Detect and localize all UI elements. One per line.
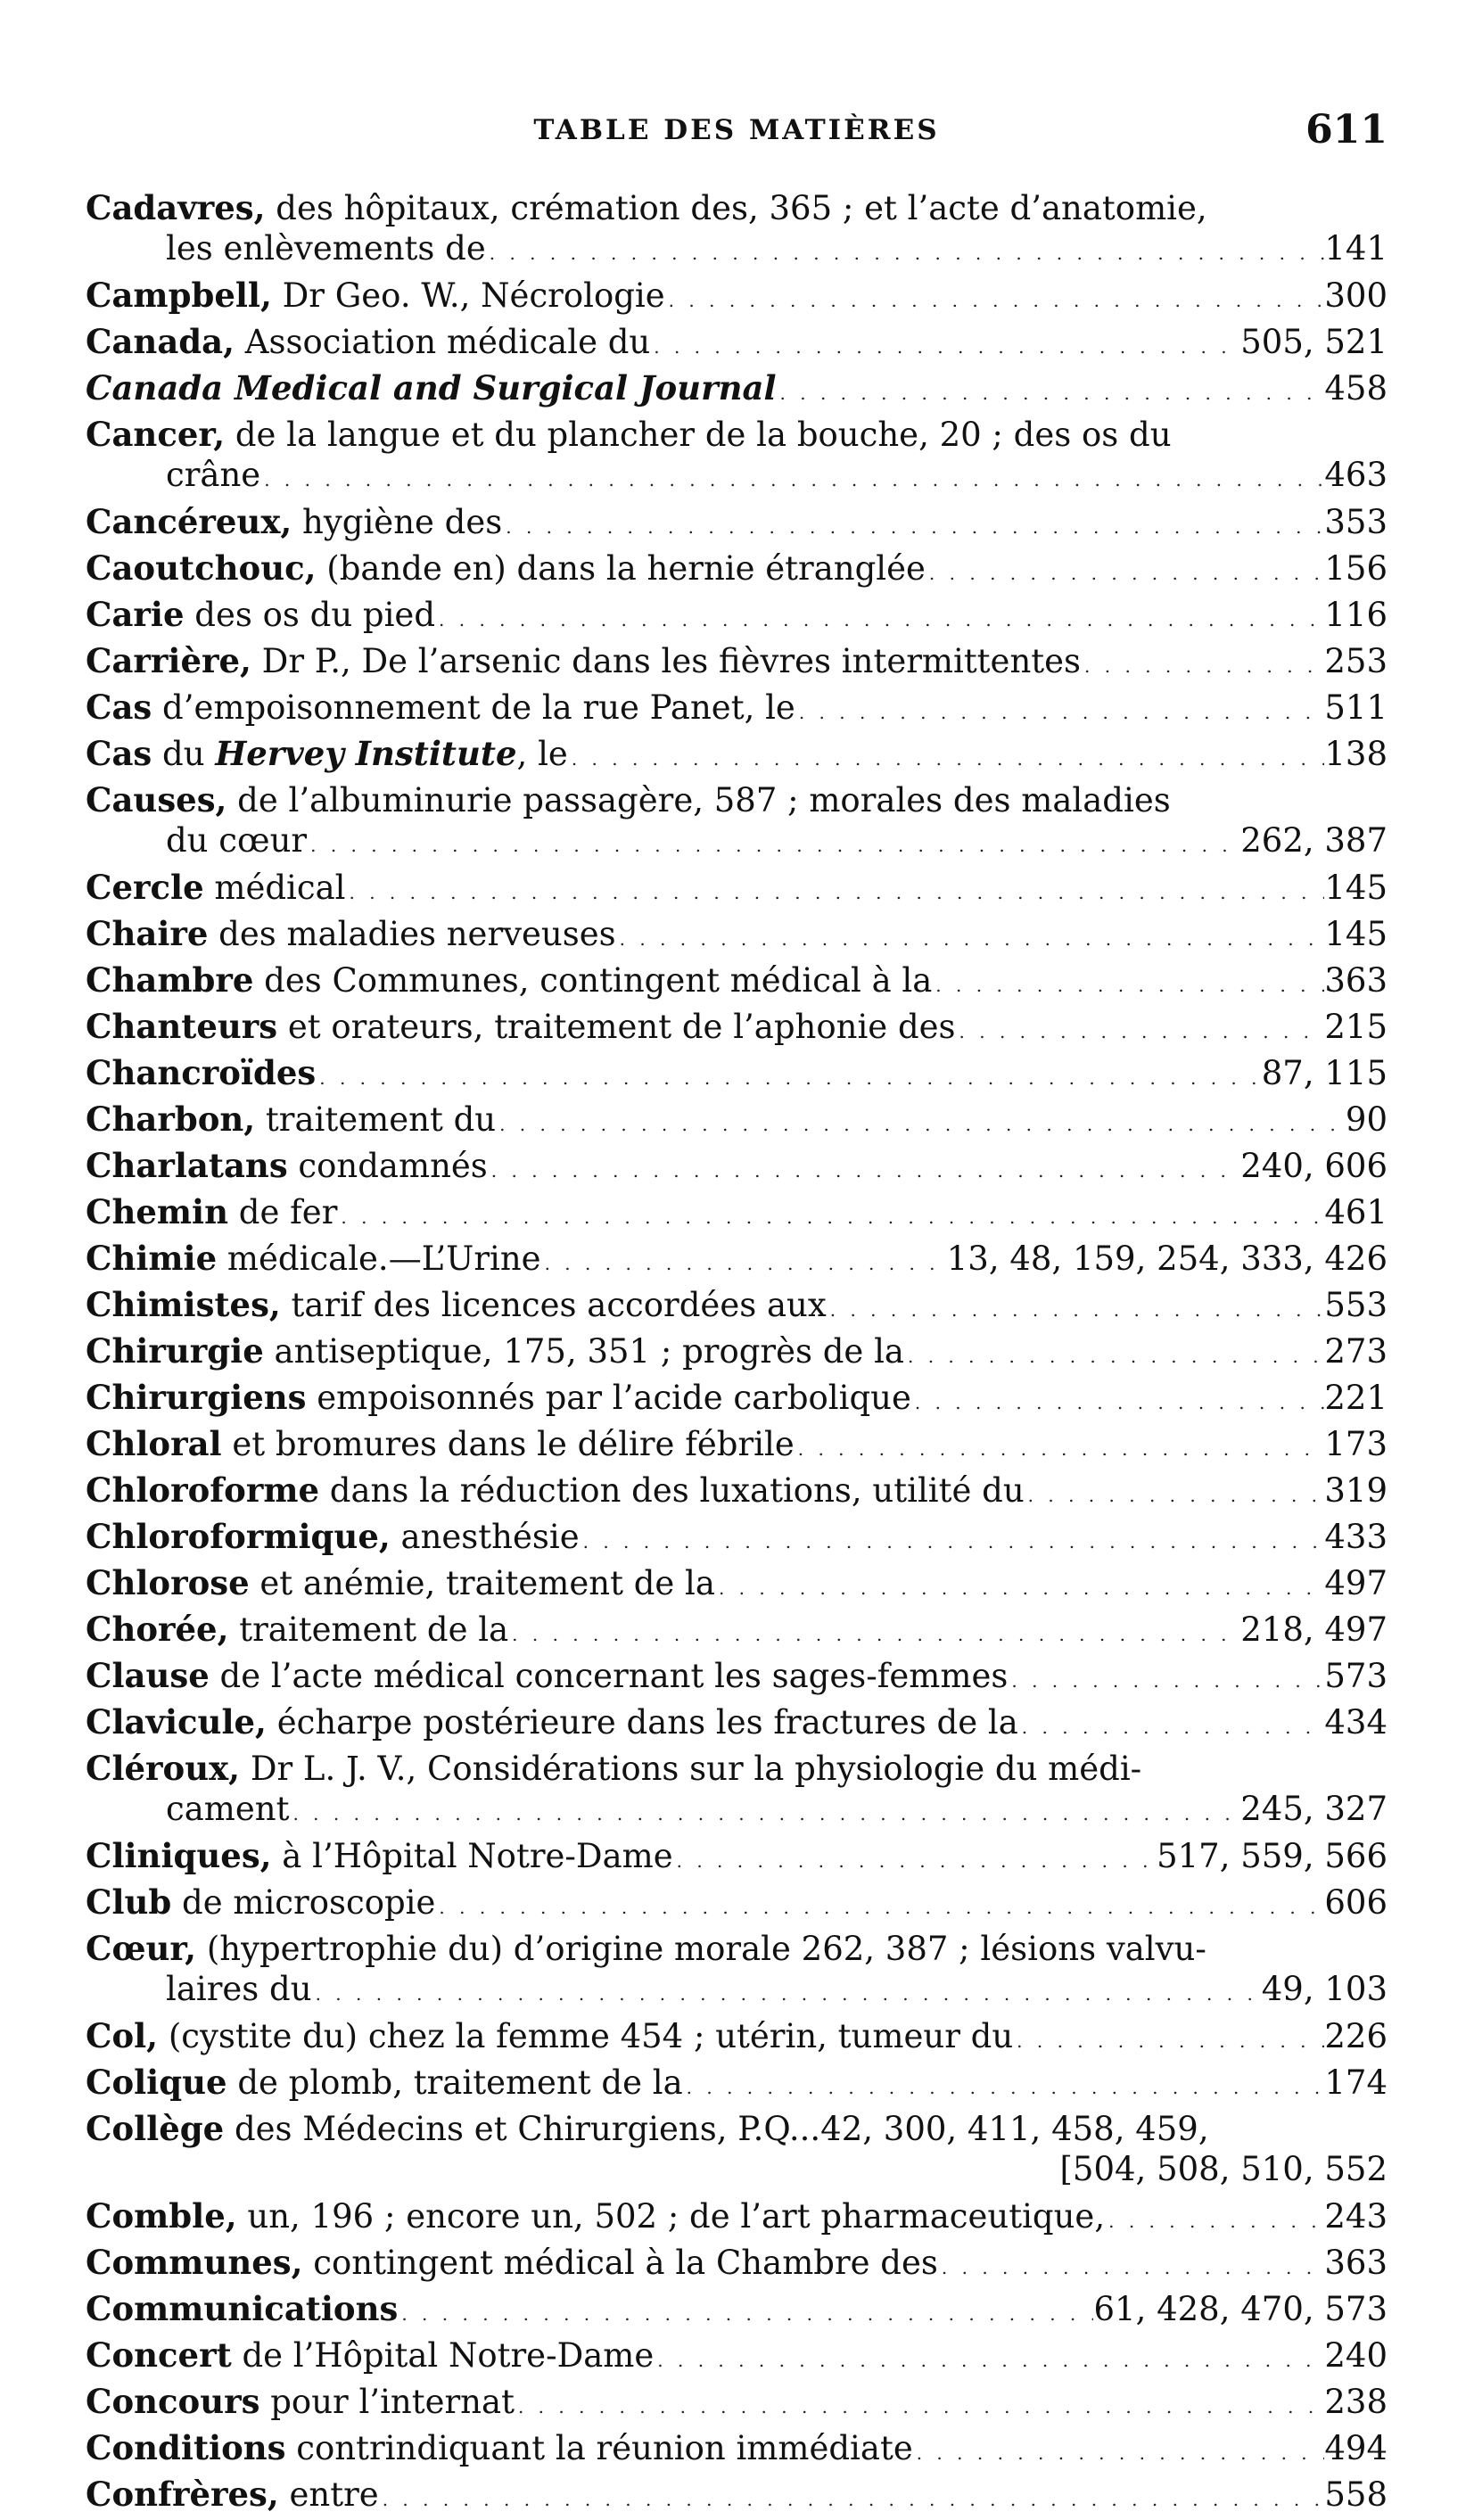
page-header [86,107,1388,168]
entry-line [86,1006,1388,1047]
entry-page-refs: 497 [1324,1564,1388,1602]
entry-text: Concours pour l’internat [86,2382,515,2421]
entry-text: Caoutchouc, (bande en) dans la hernie étranglée [86,548,926,588]
entry-line [86,1284,1388,1325]
entry-text: Chorée, traitement de la [86,1610,509,1649]
dot-leader [541,1243,947,1279]
entry-page-refs: 243 [1324,2197,1388,2236]
entry-text: Collège des Médecins et Chirurgiens, P.Q...42, 300, 411, 458, 459, [86,2109,1209,2148]
dot-leader [435,1887,1324,1923]
index-entry [86,1516,1388,1557]
entry-text: Clavicule, écharpe postérieure dans les fractures de la [86,1702,1018,1742]
entry-page-refs: 218, 497 [1240,1610,1388,1649]
dot-leader [827,1289,1325,1325]
entry-page-refs: 558 [1324,2475,1388,2514]
entry-line [86,1609,1388,1650]
index-entry [86,2335,1388,2376]
entry-line [86,1748,1388,1789]
entry-line [86,1655,1388,1696]
entry-page-refs: [504, 508, 510, 552 [1059,2150,1388,2188]
dot-leader [346,872,1325,908]
entry-text: Chancroïdes [86,1053,317,1092]
entry-text: Charlatans condamnés [86,1146,488,1185]
entry-line [86,1516,1388,1557]
entry-line [86,640,1388,681]
entry-line [86,501,1388,542]
dot-leader [715,1568,1324,1603]
entry-page-refs: 505, 521 [1240,323,1388,361]
entry-page-refs: 353 [1324,503,1388,541]
entry-page-refs: 511 [1324,688,1388,727]
index-entry [86,867,1388,908]
entry-page-refs: 226 [1324,2017,1388,2055]
entry-line [86,321,1388,362]
index-entry [86,1748,1388,1830]
entry-page-refs: 606 [1324,1883,1388,1922]
entry-page-refs: 49, 103 [1261,1970,1388,2008]
entry-page-refs: 145 [1324,915,1388,953]
entry-text: Chloroformique, anesthésie [86,1517,580,1556]
index-entry [86,501,1388,542]
entry-text: Cadavres, des hôpitaux, crémation des, 365 ; et l’acte d’anatomie, [86,188,1207,227]
entry-line [86,1423,1388,1464]
entry-line [86,2062,1388,2103]
entry-text: Confrères, entre [86,2475,379,2514]
entry-text: Charbon, traitement du [86,1099,497,1139]
dot-leader [496,1104,1346,1140]
entry-text: Campbell, Dr Geo. W., Nécrologie [86,276,665,315]
entry-text: du cœur [166,821,308,860]
index-entry [86,1377,1388,1418]
entry-line [86,594,1388,635]
entry-text: Causes, de l’albuminurie passagère, 587 ; morales des maladies [86,780,1171,819]
dot-leader [580,1521,1325,1557]
entry-page-refs: 363 [1324,961,1388,1000]
index-entry [86,1562,1388,1603]
entry-text: Cliniques, à l’Hôpital Notre-Dame [86,1836,673,1875]
dot-leader [913,2433,1325,2468]
index-entry [86,1191,1388,1232]
entry-continuation-line [86,1789,1388,1830]
dot-leader [904,1336,1324,1371]
entry-text: Communes, contingent médical à la Chambre des [86,2243,938,2282]
entry-line [86,275,1388,316]
index-entry [86,779,1388,861]
entry-line [86,2335,1388,2376]
entry-page-refs: 138 [1324,735,1388,773]
dot-leader [502,506,1324,542]
entry-text: Chloral et bromures dans le délire fébrile [86,1424,795,1463]
entry-text: crâne [166,456,261,494]
dot-leader [938,2247,1324,2283]
entry-page-refs: 156 [1324,549,1388,588]
dot-leader [515,2386,1324,2422]
page-number: 611 [1305,107,1388,152]
entry-text: cament [166,1790,290,1828]
index-entry [86,2427,1388,2468]
entry-page-refs: 61, 428, 470, 573 [1093,2290,1388,2328]
entry-text: Chimie médicale.—L’Urine [86,1239,541,1278]
index-entry [86,2381,1388,2422]
index-entry [86,1006,1388,1047]
index-entry [86,733,1388,774]
entry-text: Communications [86,2289,399,2328]
entry-text: Chirurgiens empoisonnés par l’acide carbolique [86,1378,911,1417]
entry-continuation-line [86,2149,1388,2190]
entry-text: Col, (cystite du) chez la femme 454 ; utérin, tumeur du [86,2016,1014,2055]
index-entry [86,594,1388,635]
entry-text: Colique de plomb, traitement de la [86,2063,683,2102]
index-entry [86,275,1388,316]
entry-line [86,1928,1388,1969]
entry-continuation-line [86,455,1388,496]
index-entries [86,187,1388,2520]
entry-line [86,1099,1388,1140]
entry-text: Carrière, Dr P., De l’arsenic dans les fièvres intermittentes [86,641,1082,680]
entry-line [86,1145,1388,1186]
entry-text: Clause de l’acte médical concernant les sages-femmes [86,1656,1009,1695]
entry-page-refs: 463 [1324,456,1388,494]
dot-leader [1013,2021,1324,2056]
entry-line [86,1191,1388,1232]
dot-leader [683,2067,1325,2103]
entry-page-refs: 553 [1324,1286,1388,1324]
dot-leader [260,459,1324,496]
entry-page-refs: 87, 115 [1261,1054,1388,1092]
dot-leader [911,1382,1325,1418]
entry-text: Conditions contrindiquant la réunion immédiate [86,2428,913,2467]
entry-page-refs: 145 [1324,869,1388,907]
entry-text: Chloroforme dans la réduction des luxations, utilité du [86,1470,1025,1510]
dot-leader [777,373,1325,408]
index-entry [86,2062,1388,2103]
index-entry [86,1423,1388,1464]
entry-text: Canada Medical and Surgical Journal [86,368,777,408]
dot-leader [316,1058,1262,1093]
index-entry [86,367,1388,408]
index-entry [86,414,1388,496]
entry-text: Comble, un, 196 ; encore un, 502 ; de l’art pharmaceutique, [86,2196,1106,2236]
entry-continuation-line [86,1969,1388,2010]
index-entry [86,1099,1388,1140]
entry-page-refs: 245, 327 [1240,1790,1388,1828]
index-entry [86,913,1388,954]
entry-text: Chaire des maladies nerveuses [86,914,616,953]
entry-page-refs: 433 [1324,1518,1388,1556]
entry-page-refs: 461 [1324,1193,1388,1231]
entry-text: Cléroux, Dr L. J. V., Considérations sur la physiologie du médi- [86,1749,1142,1788]
entry-text: les enlèvements de [166,229,486,268]
entry-text: Cœur, (hypertrophie du) d’origine morale 262, 387 ; lésions valvu- [86,1929,1206,1968]
entry-page-refs: 458 [1324,369,1388,408]
index-entry [86,1052,1388,1093]
entry-text: Cancéreux, hygiène des [86,502,503,541]
entry-page-refs: 240 [1324,2336,1388,2375]
dot-leader [289,1793,1240,1830]
index-entry [86,1330,1388,1371]
entry-text: Carie des os du pied [86,595,436,634]
index-entry [86,2108,1388,2190]
entry-text: Chlorose et anémie, traitement de la [86,1563,715,1602]
entry-line [86,2288,1388,2329]
running-title: TABLE DES MATIÈRES [533,114,940,146]
index-entry [86,1655,1388,1696]
entry-line [86,959,1388,1001]
index-entry [86,959,1388,1001]
dot-leader [650,326,1240,362]
entry-line [86,2195,1388,2236]
entry-text: Chambre des Communes, contingent médical à la [86,960,933,1000]
entry-page-refs: 173 [1324,1425,1388,1463]
entry-line [86,1835,1388,1876]
index-entry [86,1238,1388,1279]
entry-page-refs: 273 [1324,1332,1388,1371]
dot-leader [1105,2201,1324,2236]
entry-line [86,414,1388,455]
dot-leader [486,233,1325,269]
index-entry [86,548,1388,589]
entry-line [86,1562,1388,1603]
entry-continuation-line [86,820,1388,861]
dot-leader [312,1973,1262,2010]
entry-page-refs: 363 [1324,2244,1388,2282]
index-entry [86,2288,1388,2329]
dot-leader [1008,1660,1324,1696]
dot-leader [616,918,1325,954]
entry-text: Cancer, de la langue et du plancher de la bouche, 20 ; des os du [86,415,1172,454]
entry-line [86,1052,1388,1093]
entry-page-refs: 215 [1324,1008,1388,1046]
dot-leader [956,1011,1325,1047]
entry-line [86,187,1388,228]
entry-page-refs: 434 [1324,1703,1388,1742]
entry-page-refs: 141 [1324,229,1388,268]
entry-page-refs: 90 [1345,1100,1388,1139]
entry-page-refs: 300 [1324,276,1388,315]
index-entry [86,187,1388,269]
entry-page-refs: 494 [1324,2429,1388,2467]
entry-line [86,2015,1388,2056]
entry-line [86,1470,1388,1511]
index-entry [86,2195,1388,2236]
entry-line [86,1238,1388,1279]
entry-line [86,867,1388,908]
entry-text: Club de microscopie [86,1882,436,1922]
entry-line [86,913,1388,954]
dot-leader [508,1614,1240,1650]
entry-page-refs: 174 [1324,2063,1388,2102]
dot-leader [1025,1475,1325,1511]
dot-leader [568,738,1325,774]
dot-leader [1018,1707,1325,1742]
dot-leader [1081,646,1324,681]
entry-line [86,2427,1388,2468]
entry-text: Cercle médical [86,868,346,907]
index-entry [86,640,1388,681]
entry-text: Chimistes, tarif des licences accordées aux [86,1285,827,1324]
entry-page-refs: 240, 606 [1240,1147,1388,1185]
entry-line [86,2381,1388,2422]
dot-leader [665,280,1325,316]
entry-page-refs: 253 [1324,642,1388,680]
dot-leader [379,2479,1325,2515]
index-entry [86,1470,1388,1511]
entry-line [86,1882,1388,1923]
entry-text: Cas d’empoisonnement de la rue Panet, le [86,688,795,727]
dot-leader [307,825,1240,861]
index-entry [86,1284,1388,1325]
entry-line [86,2474,1388,2515]
entry-line [86,2108,1388,2149]
index-entry [86,1145,1388,1186]
entry-page-refs: 319 [1324,1471,1388,1510]
entry-page-refs: 13, 48, 159, 254, 333, 426 [946,1239,1388,1278]
entry-line [86,733,1388,774]
index-entry [86,2242,1388,2283]
dot-leader [795,692,1325,728]
index-entry [86,2015,1388,2056]
index-entry [86,1882,1388,1923]
entry-text: Chanteurs et orateurs, traitement de l’aphonie des [86,1007,956,1046]
dot-leader [337,1197,1324,1232]
entry-line [86,548,1388,589]
entry-page-refs: 517, 559, 566 [1157,1837,1388,1875]
index-entry [86,1609,1388,1650]
dot-leader [795,1429,1325,1464]
entry-page-refs: 262, 387 [1240,821,1388,860]
entry-line [86,687,1388,728]
entry-continuation-line [86,228,1388,269]
entry-page-refs: 116 [1324,596,1388,634]
index-entry [86,1701,1388,1742]
entry-text: Chemin de fer [86,1192,338,1231]
entry-line [86,367,1388,408]
dot-leader [932,965,1324,1001]
entry-line [86,1701,1388,1742]
entry-text: Concert de l’Hôpital Notre-Dame [86,2335,655,2375]
entry-text: laires du [166,1970,312,2008]
entry-line [86,1330,1388,1371]
dot-leader [926,553,1324,589]
entry-page-refs: 573 [1324,1657,1388,1695]
index-entry [86,687,1388,728]
entry-line [86,779,1388,820]
dot-leader [654,2340,1324,2376]
dot-leader [435,599,1324,635]
entry-page-refs: 221 [1324,1379,1388,1417]
entry-text: Cas du Hervey Institute, le [86,734,568,773]
index-entry [86,1835,1388,1876]
entry-page-refs: 238 [1324,2383,1388,2421]
index-entry [86,1928,1388,2010]
dot-leader [673,1841,1157,1876]
index-entry [86,321,1388,362]
entry-text: Canada, Association médicale du [86,322,651,361]
dot-leader [398,2294,1093,2329]
entry-line [86,1377,1388,1418]
entry-text: Chirurgie antiseptique, 175, 351 ; progrès de la [86,1331,904,1371]
index-entry [86,2474,1388,2515]
dot-leader [488,1150,1240,1186]
entry-line [86,2242,1388,2283]
